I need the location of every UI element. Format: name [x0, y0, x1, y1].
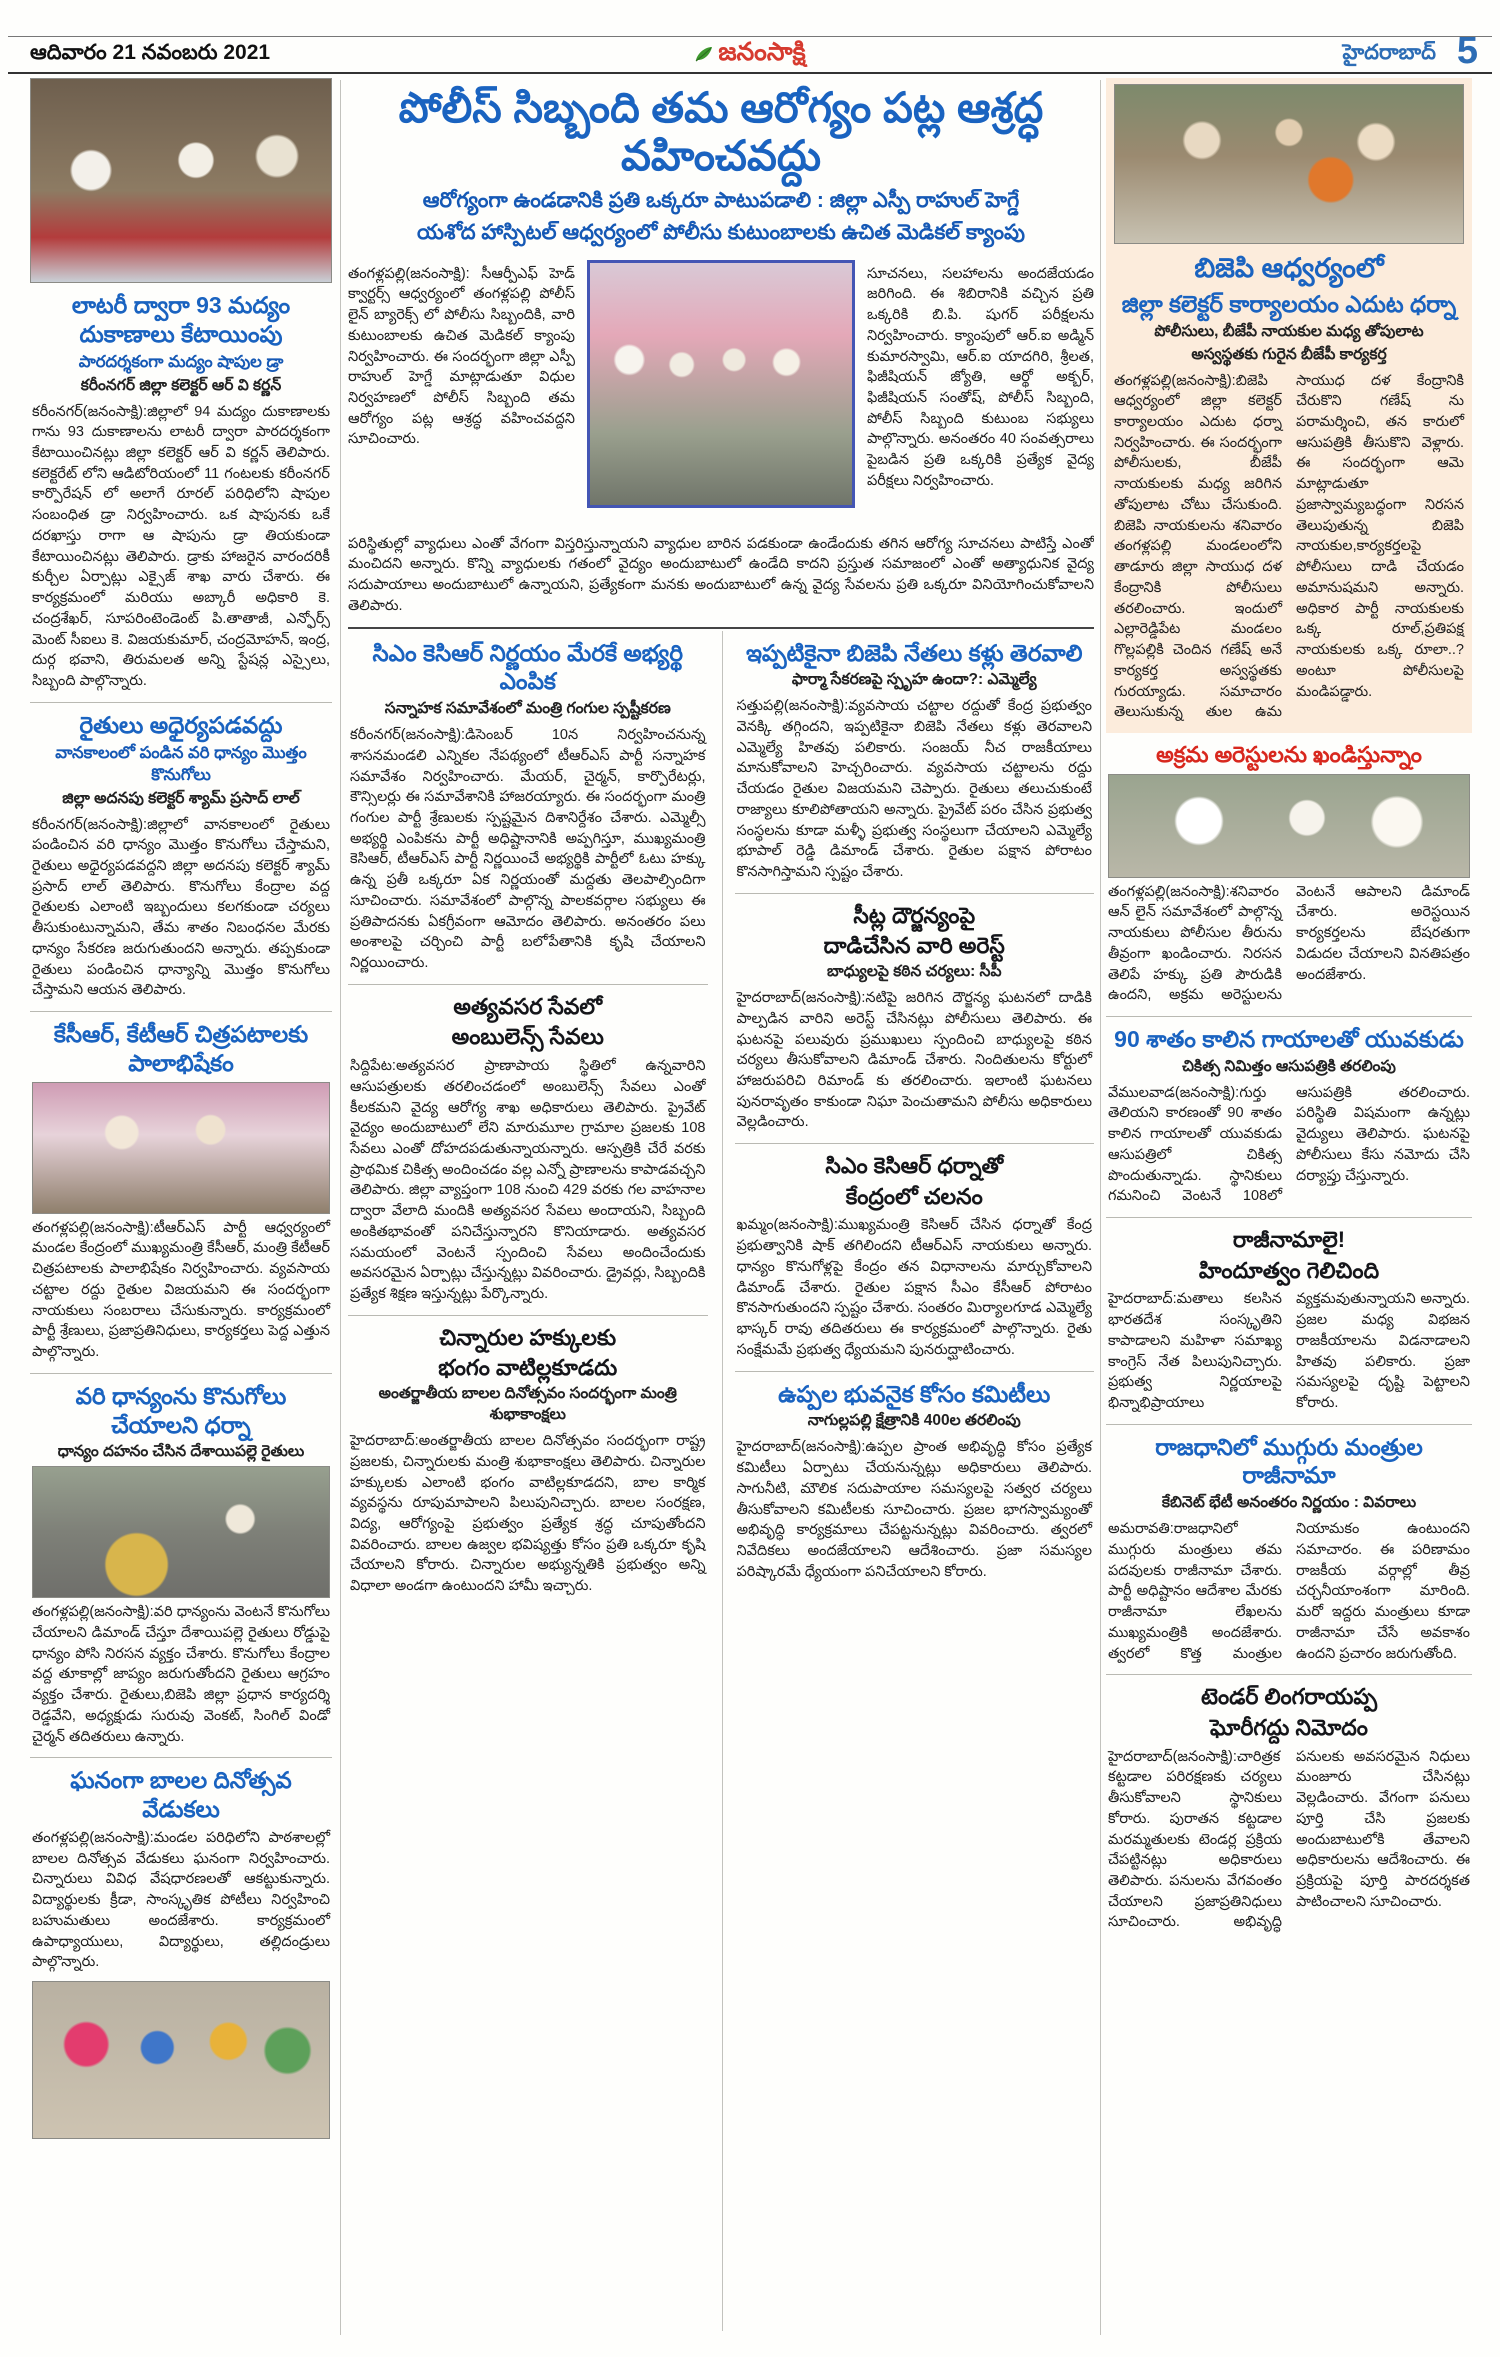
article-burn-injuries [1106, 1016, 1472, 1217]
photo-road-protest [32, 1466, 330, 1598]
article-kcr-dharna [735, 1143, 1095, 1370]
main-body-right: సూచనలు, సలహాలను అందజేయడం జరిగింది. ఈ శిబిరానికి వచ్చిన ప్రతి ఒక్కరికి బి.పి. షుగర్ పరీక్షలను నిర్వహించారు. క్యాంపులో ఆర్.ఐ అడ్మిన్ కుమారస్వామి, ఆర్.ఐ యాదగిరి, శ్రీలత, ఫిజీషియన్ జ్యోతి, ఆర్థో అక్బర్, ఫిజీషియన్ సంతోష్, పోలీస్ సిబ్బంది, పోలీస్ సిబ్బంది కుటుంబ సభ్యులు పాల్గొన్నారు. అనంతరం 40 సంవత్సరాలు పైబడిన ప్రతి ఒక్కరికి ప్రత్యేక వైద్య పరీక్షలు నిర్వహించారు. [867, 265, 1094, 489]
article-assault-arrest [735, 893, 1095, 1143]
article-headline: ఘనంగా బాలల దినోత్సవ వేడుకలు [70, 1767, 292, 1823]
article-milk-abhishekam [30, 1011, 332, 1373]
article-headline-line2: జిల్లా కలెక్టర్ కార్యాలయం ఎదుట ధర్నా [1121, 290, 1457, 317]
photo-milk-abhishekam [32, 1082, 330, 1214]
main-subhead-2: యశోద హాస్పిటల్ ఆధ్వర్యంలో పోలీసు కుటుంబాలకు ఉచిత మెడికల్ క్యాంపు [417, 220, 1025, 244]
center-left-column [348, 631, 708, 2331]
main-body-left: తంగళ్లపల్లి(జనంసాక్షి): సీఆర్పీఎఫ్ హెడ్ క్వార్టర్స్ ఆధ్వర్యంలో తంగళ్లపల్లి పోలీస్ లైన్ బ్యారెక్స్ లో పోలీసు సిబ్బందికి, వారి కుటుంబాలకు ఉచిత మెడికల్ క్యాంపు నిర్వహించారు. ఈ సందర్భంగా జిల్లా ఎస్పీ రాహుల్ హెగ్డే మాట్లాడుతూ విధుల నిర్వహణలో పోలీస్ సిబ్బంది తమ ఆరోగ్యం పట్ల ఆశ్రద్ధ వహించవద్దని సూచించారు. [348, 265, 575, 448]
article-subhead: నాగుల్లపల్లి క్షేత్రానికి 400ల తరలింపు [807, 1412, 1021, 1430]
article-subhead: జిల్లా అదనపు కలెక్టర్ శ్యామ్ ప్రసాద్ లాల్ [62, 789, 300, 807]
article-bjp-dharna [1106, 78, 1472, 733]
header-bottom-rule [8, 72, 1492, 74]
article-subhead: చికిత్స నిమిత్తం ఆసుపత్రికి తరలింపు [1182, 1057, 1396, 1075]
main-story-body-row [348, 260, 1094, 528]
article-headline-line1: చిన్నారుల హక్కులకు [439, 1324, 617, 1350]
photo-children-group [32, 1981, 330, 2139]
article-headline-line1: బిజెపి ఆధ్వర్యంలో [1194, 253, 1384, 283]
article-headline-line1: సిఎం కెసిఆర్ ధర్నాతో [825, 1153, 1004, 1179]
article-body: హైదరాబాద్(జనంసాక్షి):ఉప్పల ప్రాంత అభివృద్ధి కోసం ప్రత్యేక కమిటీలు ఏర్పాటు చేయనున్నట్లు అధికారులు తెలిపారు. సాగునీటి, మౌలిక సదుపాయాల సమస్యలపై సత్వర చర్యలు తీసుకోవాలని కమిటీలకు సూచించారు. ప్రజల భాగస్వామ్యంతో అభివృద్ధి కార్యక్రమాలు చేపట్టనున్నట్లు వివరించారు. త్వరలో నివేదికలు అందజేయాలని ఆదేశించారు. ప్రజా సమస్యల పరిష్కారమే ధ్యేయంగా పనిచేయాలని కోరారు. [736, 1439, 1092, 1580]
edition-date: ఆదివారం 21 నవంబరు 2021 [30, 41, 271, 64]
article-body: హైదరాబాద్:మతాలు కలసిన భారతదేశ సంస్కృతిని కాపాడాలని మహిళా సమాఖ్య కాంగ్రెస్ నేత పిలుపునిచ్చారు. ప్రభుత్వ నిర్ణయాలపై భిన్నాభిప్రాయాలు వ్యక్తమవుతున్నాయని అన్నారు. ప్రజల మధ్య విభజన రాజకీయాలను విడనాడాలని హితవు పలికారు. ప్రజా సమస్యలపై దృష్టి పెట్టాలని కోరారు. [1108, 1291, 1470, 1411]
article-headline: సిఎం కెసిఆర్ నిర్ణయం మేరకే అభ్యర్థి ఎంపిక [372, 639, 683, 695]
article-ambulance-services [348, 984, 708, 1315]
article-headline-line2: భంగం వాటిల్లకూడదు [438, 1355, 618, 1381]
article-headline-line1: సీట్ల దౌర్జన్యంపై [853, 902, 976, 928]
article-mlc-candidate [348, 631, 708, 984]
article-headline-line1: అత్యవసర సేవలో [453, 993, 603, 1019]
article-body: హైదరాబాద్(జనంసాక్షి):చారిత్రక కట్టడాల పరిరక్షణకు చర్యలు తీసుకోవాలని స్థానికులు కోరారు. పురాతన కట్టడాల మరమ్మతులకు టెండర్ల ప్రక్రియ చేపట్టినట్లు అధికారులు తెలిపారు. పనులను వేగవంతం చేయాలని ప్రజాప్రతినిధులు సూచించారు. అభివృద్ధి పనులకు అవసరమైన నిధులు మంజూరు చేసినట్లు వెల్లడించారు. వేగంగా పనులు పూర్తి చేసి ప్రజలకు అందుబాటులోకి తేవాలని అధికారులను ఆదేశించారు. ఈ ప్రక్రియపై పూర్తి పారదర్శకత పాటించాలని సూచించారు. [1108, 1748, 1470, 1931]
article-childrens-day [30, 1757, 332, 2149]
article-subhead: పోలీసులు, బీజేపీ నాయకుల మధ్య తోపులాట [1154, 322, 1424, 340]
article-hindutva [1106, 1217, 1472, 1424]
article-body: హైదరాబాద్(జనంసాక్షి):నటిపై జరిగిన దౌర్జన్య ఘటనలో దాడికి పాల్పడిన వారిని అరెస్ట్ చేసినట్లు పోలీసులు తెలిపారు. ఈ ఘటనపై పలువురు ప్రముఖులు స్పందించి బాధ్యులపై కఠిన చర్యలు తీసుకోవాలని డిమాండ్ చేశారు. నిందితులను కోర్టులో హాజరుపరిచి రిమాండ్ కు తరలించారు. ఇలాంటి ఘటనలు పునరావృతం కాకుండా నిఘా పెంచుతామని పోలీసు అధికారులు వెల్లడించారు. [736, 990, 1092, 1131]
article-body: వేములవాడ(జనంసాక్షి):గుర్తు తెలియని కారణంతో 90 శాతం కాలిన గాయాలతో యువకుడు ఆసుపత్రిలో చికిత్స పొందుతున్నాడు. స్థానికులు గమనించి వెంటనే 108లో ఆసుపత్రికి తరలించారు. పరిస్థితి విషమంగా ఉన్నట్లు వైద్యులు తెలిపారు. ఘటనపై పోలీసులు కేసు నమోదు చేసి దర్యాప్తు చేస్తున్నారు. [1108, 1084, 1470, 1205]
article-body: అమరావతి:రాజధానిలో ముగ్గురు మంత్రులు తమ పదవులకు రాజీనామా చేశారు. పార్టీ అధిష్టానం ఆదేశాల మేరకు రాజీనామా లేఖలను ముఖ్యమంత్రికి అందజేశారు. త్వరలో కొత్త మంత్రుల నియామకం ఉంటుందని సమాచారం. ఈ పరిణామం రాజకీయ వర్గాల్లో తీవ్ర చర్చనీయాంశంగా మారింది. మరో ఇద్దరు మంత్రులు కూడా రాజీనామా చేసే అవకాశం ఉందని ప్రచారం జరుగుతోంది. [1108, 1521, 1470, 1662]
article-body: కరీంనగర్(జనంసాక్షి):జిల్లాలో వానకాలంలో రైతులు పండించిన వరి ధాన్యం మొత్తం కొనుగోలు చేస్తామని, రైతులు అధైర్యపడవద్దని జిల్లా అదనపు కలెక్టర్ శ్యామ్ ప్రసాద్ లాల్ తెలిపారు. కొనుగోలు కేంద్రాల వద్ద రైతులకు ఎలాంటి ఇబ్బందులు కలగకుండా చర్యలు తీసుకుంటున్నామని, తేమ శాతం నిబంధనల మేరకు ధాన్యం సేకరణ జరుగుతుందని అన్నారు. తప్పకుండా రైతులు పండించిన ధాన్యాన్ని మొత్తం కొనుగోలు చేస్తామని ఆయన తెలిపారు. [32, 816, 330, 999]
article-body: తంగళ్లపల్లి(జనంసాక్షి):వరి ధాన్యంను వెంటనే కొనుగోలు చేయాలని డిమాండ్ చేస్తూ దేశాయిపల్లె రైతులు రోడ్డుపై ధాన్యం పోసి నిరసన వ్యక్తం చేశారు. కొనుగోలు కేంద్రాల వద్ద తూకాల్లో జాప్యం జరుగుతోందని రైతులు ఆగ్రహం వ్యక్తం చేశారు. రైతులు,బిజెపి జిల్లా ప్రధాన కార్యదర్శి రెడ్డవేని, అధ్యక్షుడు సురువు వెంకట్, సింగిల్ విండో చైర్మన్ తదితరులు ఉన్నారు. [32, 1604, 330, 1745]
article-subhead: సన్నాహక సమావేశంలో మంత్రి గంగుల స్పష్టీకరణ [384, 700, 671, 718]
article-headline: ఇప్పటికైనా బిజెపి నేతలు కళ్లు తెరవాలి [746, 639, 1083, 666]
article-body: కరీంనగర్(జనంసాక్షి):జిల్లాలో 94 మద్యం దుకాణాలకు గాను 93 దుకాణాలను లాటరీ ద్వారా పారదర్శకంగా కేటాయించినట్లు జిల్లా కలెక్టర్ ఆర్ వి కర్ణన్ తెలిపారు. కలెక్టరేట్ లోని ఆడిటోరియంలో 11 గంటలకు కరీంనగర్ కార్పొరేషన్ లో అలాగే రూరల్ పరిధిలోని షాపుల సంబంధిత డ్రా నిర్వహించారు. ఒక షాపునకు ఒకే దరఖాస్తు రాగా ఆ షాపును డ్రా తియకుండా కేటాయించినట్లు తెలిపారు. డ్రాకు హాజరైన వారందరికీ కుర్చీల ఏర్పాట్లు ఎక్సైజ్ శాఖ వారు చేశారు. ఈ కార్యక్రమంలో మరియు అబ్కారీ అధికారి కె. చంద్రశేఖర్, సూపరింటెండెంట్ పి.తాతాజీ, ఎన్ఫోర్స్ మెంట్ సీఐలు కె. విజయకుమార్, చంద్రమోహన్, ఇంద్ర, దుర్గ భవాని, తిరుమలత అన్ని స్టేషన్ల ఎస్సైలు, సిబ్బంది పాల్గొన్నారు. [32, 403, 330, 690]
masthead [0, 38, 1500, 73]
article-body: తంగళ్లపల్లి(జనంసాక్షి):మండల పరిధిలోని పాఠశాలల్లో బాలల దినోత్సవ వేడుకలు ఘనంగా నిర్వహించారు. చిన్నారులు వివిధ వేషధారణలతో ఆకట్టుకున్నారు. విద్యార్థులకు క్రీడా, సాంస్కృతిక పోటీలు నిర్వహించి బహుమతులు అందజేశారు. కార్యక్రమంలో ఉపాధ్యాయులు, విద్యార్థులు, తల్లిదండ్రులు పాల్గొన్నారు. [32, 1829, 330, 1971]
article-farmers-courage [30, 702, 332, 1011]
article-headline-line2: దాడిచేసిన వారి అరెస్ట్ [823, 933, 1005, 959]
center-region [348, 78, 1094, 2340]
article-kicker: రాజీనామాలై! [1232, 1227, 1346, 1253]
article-headline-red: అక్రమ అరెస్టులను ఖండిస్తున్నాం [1156, 741, 1422, 767]
article-headline-line2: కేంద్రంలో చలనం [845, 1183, 983, 1209]
article-body: తంగళ్లపల్లి(జనంసాక్షి):శనివారం ఆన్ లైన్ సమావేశంలో పాల్గొన్న నాయకులు పోలీసుల తీరును తీవ్రంగా ఖండించారు. నిరసన తెలిపే హక్కు ప్రతి పౌరుడికి ఉందని, అక్రమ అరెస్టులను వెంటనే ఆపాలని డిమాండ్ చేశారు. అరెస్టయిన కార్యకర్తలను బేషరతుగా విడుదల చేయాలని వినతిపత్రం అందజేశారు. [1108, 883, 1470, 1004]
article-condemn-arrests [1106, 733, 1472, 1016]
article-body: కరీంనగర్(జనంసాక్షి):డిసెంబర్ 10న నిర్వహించనున్న శాసనమండలి ఎన్నికల నేపథ్యంలో టీఆర్ఎస్ పార్టీ సన్నాహక సమావేశం నిర్వహించారు. మేయర్, చైర్మన్, కార్పొరేటర్లు, కౌన్సిలర్లు ఈ సమావేశానికి హాజరయ్యారు. ఈ సందర్భంగా మంత్రి గంగుల పార్టీ శ్రేణులకు స్పష్టమైన దిశానిర్దేశం చేశారు. ఎమ్మెల్సీ అభ్యర్థి ఎంపికను పార్టీ అధిష్టానానికి అప్పగిస్తూ, ముఖ్యమంత్రి కెసిఆర్, టీఆర్ఎస్ పార్టీ నిర్ణయించే అభ్యర్థికి పార్టీలో ఓటు హక్కు ఉన్న ప్రతీ ఒక్కరూ ఏక నిర్ణయంతో మద్దతు తెలపాల్సిందిగా సూచించారు. సమావేశంలో పాల్గొన్న పాలకవర్గాల సభ్యులు ఈ ప్రతిపాదనకు ఏకగ్రీవంగా ఆమోదం తెలిపారు. అనంతరం పలు అంశాలపై చర్చించి పార్టీ బలోపేతానికి కృషి చేయాలని నిర్ణయించారు. [350, 727, 706, 972]
article-body: ఖమ్మం(జనంసాక్షి):ముఖ్యమంత్రి కెసిఆర్ చేసిన ధర్నాతో కేంద్ర ప్రభుత్వానికి షాక్ తగిలిందని టీఆర్ఎస్ నాయకులు అన్నారు. ధాన్యం కొనుగోళ్లపై కేంద్రం తన విధానాలను మార్చుకోవాలని డిమాండ్ చేశారు. రైతుల పక్షాన సీఎం కేసీఆర్ పోరాటం కొనసాగుతుందని స్పష్టం చేశారు. సంతరం మిర్యాలగూడ ఎమ్మెల్యే భాస్కర్ రావు తదితరులు ఈ కార్యక్రమంలో పాల్గొన్నారు. రైతు సంక్షేమమే ప్రభుత్వ ధ్యేయమని పునరుద్ఘాటించారు. [736, 1217, 1092, 1358]
article-headline-line2: ఘోరీగద్దు నిమోదం [1210, 1714, 1368, 1740]
article-child-rights [348, 1315, 708, 1607]
article-subhead: కేబినెట్ భేటీ అనంతరం నిర్ణయం : వివరాలు [1161, 1494, 1417, 1512]
article-liquor-lottery [30, 283, 332, 702]
center-right-column [722, 631, 1095, 2331]
main-headline: పోలీస్ సిబ్బంది తమ ఆరోగ్యం పట్ల ఆశ్రద్ధ వహించవద్దు [398, 84, 1044, 180]
article-body: హైదరాబాద్:అంతర్జాతీయ బాలల దినోత్సవం సందర్భంగా రాష్ట్ర ప్రజలకు, చిన్నారులకు మంత్రి శుభాకాంక్షలు తెలిపారు. చిన్నారుల హక్కులకు ఎలాంటి భంగం వాటిల్లకూడదని, బాల కార్మిక వ్యవస్థను రూపుమాపాలని పిలుపునిచ్చారు. బాలల సంరక్షణ, విద్య, ఆరోగ్యంపై ప్రభుత్వం ప్రత్యేక శ్రద్ధ చూపుతోందని వివరించారు. బాలల ఉజ్వల భవిష్యత్తు కోసం ప్రతి ఒక్కరూ కృషి చేయాలని కోరారు. చిన్నారుల అభ్యున్నతికి ప్రభుత్వం అన్ని విధాలా అండగా ఉంటుందని హామీ ఇచ్చారు. [350, 1433, 706, 1595]
masthead-title: జనంసాక్షి [718, 38, 806, 66]
center-subcolumns [348, 627, 1094, 2331]
header-top-rule [8, 36, 1492, 37]
article-body: సిద్దిపేట:అత్యవసర ప్రాణాపాయ స్థితిలో ఉన్నవారిని ఆసుపత్రులకు తరలించడంలో అంబులెన్స్ సేవలు ఎంతో కీలకమని వైద్య ఆరోగ్య శాఖ అధికారులు తెలిపారు. ప్రైవేట్ వైద్యం అందుబాటులో లేని మారుమూల గ్రామాల ప్రజలకు 108 సేవలు ఎంతో దోహదపడుతున్నాయన్నారు. ఆస్పత్రికి చేరే వరకు ప్రాథమిక చికిత్స అందించడం వల్ల ఎన్నో ప్రాణాలను కాపాడవచ్చని తెలిపారు. జిల్లా వ్యాప్తంగా 108 నుంచి 429 వరకు గల వాహనాల ద్వారా వేలాది మందికి అత్యవసర సేవలు అందాయని, సిబ్బంది అంకితభావంతో పనిచేస్తున్నారని కొనియాడారు. అత్యవసర సమయంలో వెంటనే స్పందించి సేవలు అందించేందుకు అవసరమైన ఏర్పాట్లు చేస్తున్నట్లు వివరించారు. డ్రైవర్లు, సిబ్బందికి ప్రత్యేక శిక్షణ ఇస్తున్నట్లు పేర్కొన్నారు. [350, 1058, 706, 1303]
article-headline: వరి ధాన్యంను కొనుగోలు చేయాలని ధర్నా [75, 1382, 287, 1438]
main-subhead-1: ఆరోగ్యంగా ఉండడానికి ప్రతి ఒక్కరూ పాటుపడాలి : జిల్లా ఎస్పీ రాహుల్ హెగ్డే [422, 188, 1020, 212]
article-bjp-open-eyes [735, 631, 1095, 893]
right-column [1106, 78, 1472, 2340]
masthead-leaf-icon [694, 44, 714, 64]
article-headline: 90 శాతం కాలిన గాయాలతో యువకుడు [1114, 1025, 1464, 1052]
photo-bjp-protest [1114, 84, 1464, 244]
article-uppala-committees [735, 1371, 1095, 1593]
main-body-middle: పరిస్థితుల్లో వ్యాధులు ఎంతో వేగంగా విస్తరిస్తున్నాయని వ్యాధుల బారిన పడకుండా ఉండేందుకు తగిన ఆరోగ్య సూచనలు పాటిస్తే ఎంతో మంచిదని అన్నారు. కొన్ని వ్యాధులకు గతంలో వైద్యం అందుబాటులో ఉండేది కాదని ప్రస్తుత సమాజంలో ఎంతో అత్యాధునిక వైద్య సదుపాయాలు అందుబాటులో ఉన్నాయని, ప్రత్యేకంగా మనకు అందుబాటులో ఉన్న వైద్య సేవలను ప్రతి ఒక్కరూ వినియోగించుకోవాలని తెలిపారు. [348, 535, 1094, 614]
article-body: సత్తుపల్లి(జనంసాక్షి):వ్యవసాయ చట్టాల రద్దుతో కేంద్ర ప్రభుత్వం వెనక్కి తగ్గిందని, ఇప్పటికైనా బిజెపి నేతలు కళ్లు తెరవాలని ఎమ్మెల్యే హితవు పలికారు. సంజయ్ నీచ రాజకీయాలు మానుకోవాలని హెచ్చరించారు. వ్యవసాయ చట్టాలను రద్దు చేయడం రైతుల విజయమని చెప్పారు. రైతులు తలుచుకుంటే రాజ్యాలు కూలిపోతాయని అన్నారు. ప్రైవేట్ పరం చేసిన ప్రభుత్వ సంస్థలను కూడా మళ్ళీ ప్రభుత్వ సంస్థలుగా చేయాలని ఎమ్మెల్యే భూపాల్ రెడ్డి డిమాండ్ చేశారు. రైతుల పక్షాన పోరాటం కొనసాగిస్తామని స్పష్టం చేశారు. [736, 698, 1092, 881]
article-subhead: బాధ్యులపై కఠిన చర్యలు: సీపీ [827, 963, 1002, 981]
column-divider-left [340, 80, 341, 2335]
article-subhead: కరీంనగర్ జిల్లా కలెక్టర్ ఆర్ వి కర్ణన్ [80, 376, 282, 394]
article-headline: రైతులు అధైర్యపడవద్దు [79, 711, 283, 738]
column-divider-right [1100, 80, 1101, 2335]
left-column [30, 78, 332, 2340]
article-paddy-dharna [30, 1373, 332, 1758]
article-ministers-resignation [1106, 1424, 1472, 1675]
page-number: 5 [1456, 30, 1478, 72]
article-headline-line1: టెండర్ లింగరాయప్ప [1200, 1684, 1378, 1710]
city-label: హైదరాబాద్ [1342, 41, 1436, 64]
article-headline: ఉప్పల భువనైక కోసం కమిటీలు [778, 1380, 1051, 1407]
main-story [348, 84, 1094, 617]
article-headline: కేసీఆర్, కేటీఆర్ చిత్రపటాలకు పాలాభిషేకం [53, 1021, 309, 1076]
photo-medical-camp [587, 260, 855, 508]
photo-press-conference [30, 78, 332, 283]
article-subhead: ధాన్యం దహనం చేసిన దేశాయిపల్లె రైతులు [57, 1443, 305, 1461]
photo-leaders-group [1108, 774, 1470, 878]
article-subhead: పారదర్శకంగా మద్యం షాపుల డ్రా [78, 352, 284, 371]
article-headline-line2: అంబులెన్స్ సేవలు [451, 1024, 604, 1050]
article-body: తంగళ్లపల్లి(జనంసాక్షి):బిజెపి ఆధ్వర్యంలో జిల్లా కలెక్టర్ కార్యాలయం ఎదుట ధర్నా నిర్వహించారు. ఈ సందర్భంగా పోలీసులకు, బీజేపీ నాయకులకు మధ్య జరిగిన తోపులాట చోటు చేసుకుంది. బిజెపి నాయకులను శనివారం తంగళ్లపల్లి మండలంలోని తాడూరు జిల్లా సాయుధ దళ కేంద్రానికి పోలీసులు తరలించారు. ఇందులో ఎల్లారెడ్డిపేట మండలం గొల్లపల్లికి చెందిన గణేష్ అనే కార్యకర్త అస్వస్థతకు గురయ్యాడు. సమాచారం తెలుసుకున్న తుల ఉమ సాయుధ దళ కేంద్రానికి చేరుకొని గణేష్ ను పరామర్శించి, తన కారులో ఆసుపత్రికి తీసుకొని వెళ్లారు. ఈ సందర్భంగా ఆమె మాట్లాడుతూ ప్రజాస్వామ్యబద్ధంగా నిరసన తెలుపుతున్న బిజెపి నాయకుల,కార్యకర్తలపై పోలీసులు దాడి చేయడం అమానుషమని అన్నారు. అధికార పార్టీ నాయకులకు ఒక్క రూల్,ప్రతిపక్ష నాయకులకు ఒక్క రూలా..? అంటూ పోలీసులపై మండిపడ్డారు. [1114, 372, 1464, 721]
article-tender-heritage [1106, 1674, 1472, 1943]
article-subhead: వానకాలంలో పండిన వరి ధాన్యం మొత్తం కొనుగోలు [55, 743, 307, 784]
article-headline: హిందూత్వం గెలిచింది [1198, 1257, 1380, 1283]
article-headline: రాజధానిలో ముగ్గురు మంత్రుల రాజీనామా [1155, 1433, 1423, 1489]
article-subhead: అస్వస్థతకు గురైన బీజేపీ కార్యకర్త [1191, 345, 1387, 363]
article-subhead: ఫార్మా సేకరణపై స్పృహ ఉందా?: ఎమ్మెల్యే [791, 671, 1037, 689]
article-headline: లాటరీ ద్వారా 93 మద్యం దుకాణాలు కేటాయింపు [71, 292, 291, 347]
article-body: తంగళ్లపల్లి(జనంసాక్షి):టీఆర్ఎస్ పార్టీ ఆధ్వర్యంలో మండల కేంద్రంలో ముఖ్యమంత్రి కేసీఆర్, మంత్రి కేటీఆర్ చిత్రపటాలకు పాలాభిషేకం నిర్వహించారు. వ్యవసాయ చట్టాల రద్దు రైతుల విజయమని ఈ సందర్భంగా నాయకులు సంబరాలు చేసుకున్నారు. కార్యక్రమంలో పార్టీ శ్రేణులు, ప్రజాప్రతినిధులు, కార్యకర్తలు పెద్ద ఎత్తున పాల్గొన్నారు. [32, 1219, 331, 1361]
article-subhead: అంతర్జాతీయ బాలల దినోత్సవం సందర్భంగా మంత్రి శుభాకాంక్షలు [378, 1385, 677, 1424]
